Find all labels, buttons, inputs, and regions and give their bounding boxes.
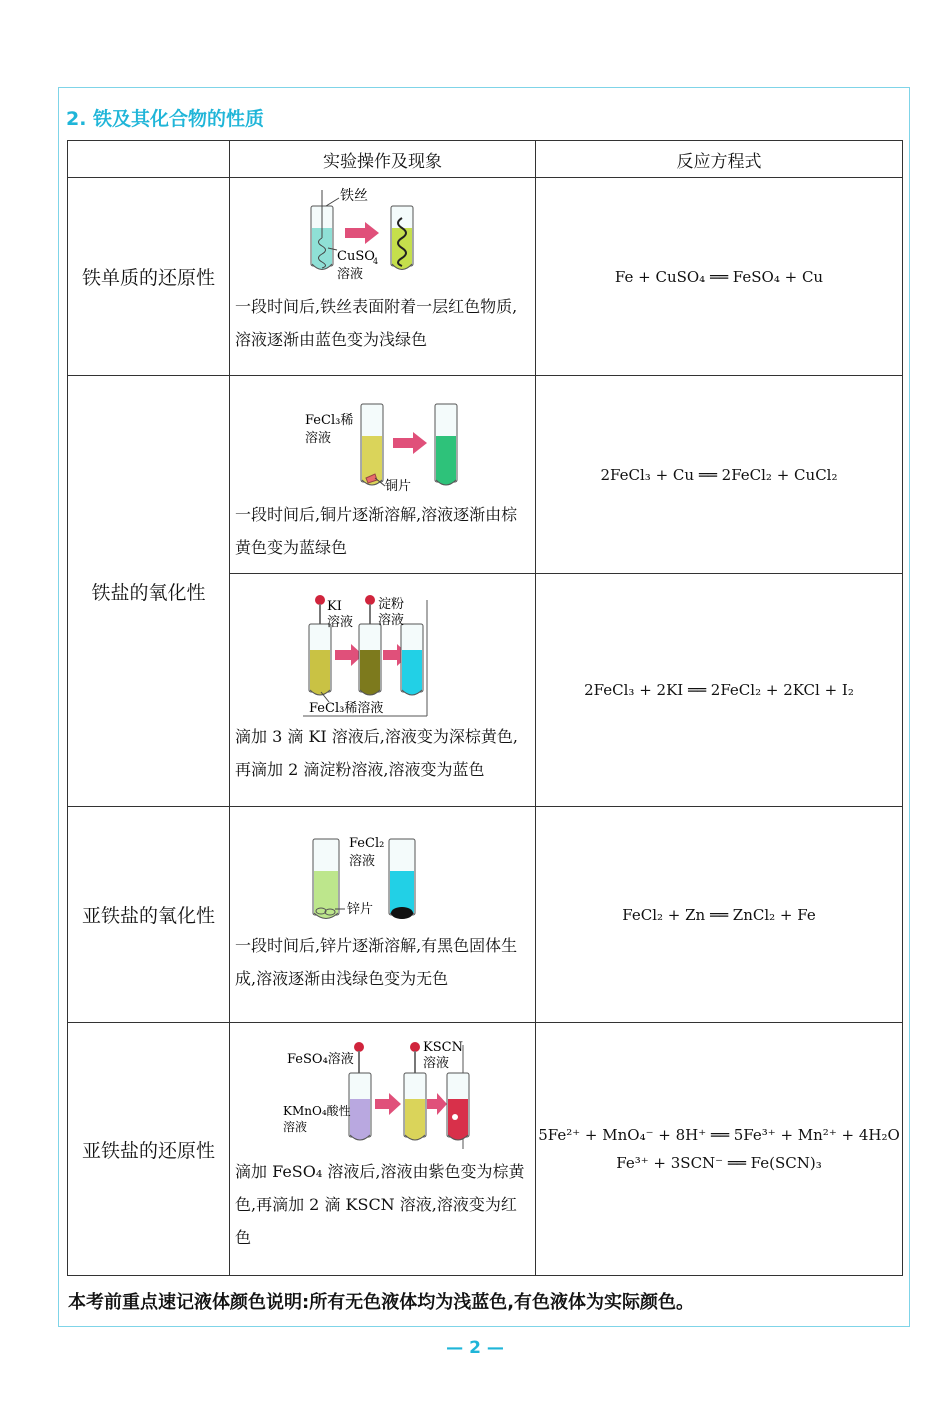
equation-cell xyxy=(536,376,903,574)
fecl3-ki-figure xyxy=(283,588,483,720)
table-row xyxy=(68,807,903,1023)
equation-cell xyxy=(536,574,903,807)
operation-cell xyxy=(230,376,536,574)
label-cuso4-solution: 溶液 xyxy=(336,267,363,282)
table-row xyxy=(68,376,903,574)
table-row xyxy=(68,1023,903,1276)
fecl2-zn-figure xyxy=(283,817,483,929)
page-number: — 2 — xyxy=(446,1338,504,1358)
label-fecl3-solution: 溶液 xyxy=(304,431,331,446)
operation-cell xyxy=(230,178,536,376)
kmno4-equation: 5Fe²⁺ + MnO₄⁻ + 8H⁺ ══ 5Fe³⁺ + Mn²⁺ + 4H₂O xyxy=(538,1126,900,1144)
fe-reduction-desc: 一段时间后,铁丝表面附着一层红色物质,溶液逐渐由蓝色变为浅绿色 xyxy=(235,297,518,349)
label-wire: 铁丝 xyxy=(339,188,368,204)
equation-cell xyxy=(536,1023,903,1276)
fe2-oxid-desc: 一段时间后,锌片逐渐溶解,有黑色固体生成,溶液逐渐由浅绿色变为无色 xyxy=(235,936,518,988)
label-feso4: FeSO₄溶液 xyxy=(286,1052,354,1067)
table-header-row xyxy=(68,141,903,178)
fe-cuso4-equation: Fe + CuSO₄ ══ FeSO₄ + Cu xyxy=(614,267,824,286)
fe3-ki-desc: 滴加 3 滴 KI 溶液后,溶液变为深棕黄色,再滴加 2 滴淀粉溶液,溶液变为蓝色 xyxy=(235,727,518,779)
label-ki-solution: 溶液 xyxy=(326,615,353,630)
label-cuso4-sub: 4 xyxy=(372,257,378,266)
operation-cell xyxy=(230,807,536,1023)
equation-cell xyxy=(536,807,903,1023)
header-operation: 实验操作及现象 xyxy=(230,141,536,178)
operation-cell xyxy=(230,574,536,807)
label-ki: KI xyxy=(326,599,342,614)
label-starch: 淀粉 xyxy=(377,597,404,612)
label-fecl3: FeCl₃稀 xyxy=(304,413,353,428)
fe2-red-desc: 滴加 FeSO₄ 溶液后,溶液由紫色变为棕黄色,再滴加 2 滴 KSCN 溶液,溶液变为红色 xyxy=(235,1162,525,1247)
equation-cell xyxy=(536,178,903,376)
label-kscn: KSCN xyxy=(422,1040,463,1055)
label-kmno4: KMnO₄酸性 xyxy=(282,1104,351,1118)
label-cuso4: CuSO xyxy=(336,249,375,264)
label-starch-solution: 溶液 xyxy=(377,613,404,628)
fe-cuso4-figure xyxy=(283,178,483,290)
fe3-cu-desc: 一段时间后,铜片逐渐溶解,溶液逐渐由棕黄色变为蓝绿色 xyxy=(235,505,518,557)
fecl3-ki-equation: 2FeCl₃ + 2KI ══ 2FeCl₂ + 2KCl + I₂ xyxy=(584,681,854,699)
label-fecl2-solution: 溶液 xyxy=(348,854,375,869)
row-label-fe-reduction: 铁单质的还原性 xyxy=(68,178,230,376)
label-copper: 铜片 xyxy=(384,479,411,494)
fecl3-cu-figure xyxy=(283,386,483,498)
header-blank xyxy=(68,141,230,178)
footnote: 本考前重点速记液体颜色说明:所有无色液体均为浅蓝色,有色液体为实际颜色。 xyxy=(68,1292,695,1313)
operation-cell xyxy=(230,1023,536,1276)
header-equation: 反应方程式 xyxy=(536,141,903,178)
row-label-fe2-oxidation: 亚铁盐的氧化性 xyxy=(68,807,230,1023)
properties-table xyxy=(67,140,903,1276)
label-zinc: 锌片 xyxy=(346,902,373,917)
label-kmno4-solution: 溶液 xyxy=(282,1120,307,1134)
kscn-equation: Fe³⁺ + 3SCN⁻ ══ Fe(SCN)₃ xyxy=(616,1154,822,1172)
table-row xyxy=(68,178,903,376)
fecl2-zn-equation: FeCl₂ + Zn ══ ZnCl₂ + Fe xyxy=(622,905,816,924)
section-title: 2. 铁及其化合物的性质 xyxy=(66,108,265,130)
row-label-fe2-reduction: 亚铁盐的还原性 xyxy=(68,1023,230,1276)
label-kscn-solution: 溶液 xyxy=(422,1056,449,1071)
label-fecl2: FeCl₂ xyxy=(348,836,384,851)
fecl3-cu-equation: 2FeCl₃ + Cu ══ 2FeCl₂ + CuCl₂ xyxy=(600,465,838,484)
feso4-kmno4-figure xyxy=(283,1037,483,1155)
label-fecl3-dilute: FeCl₃稀溶液 xyxy=(308,701,383,716)
row-label-fe3-oxidation: 铁盐的氧化性 xyxy=(68,376,230,807)
